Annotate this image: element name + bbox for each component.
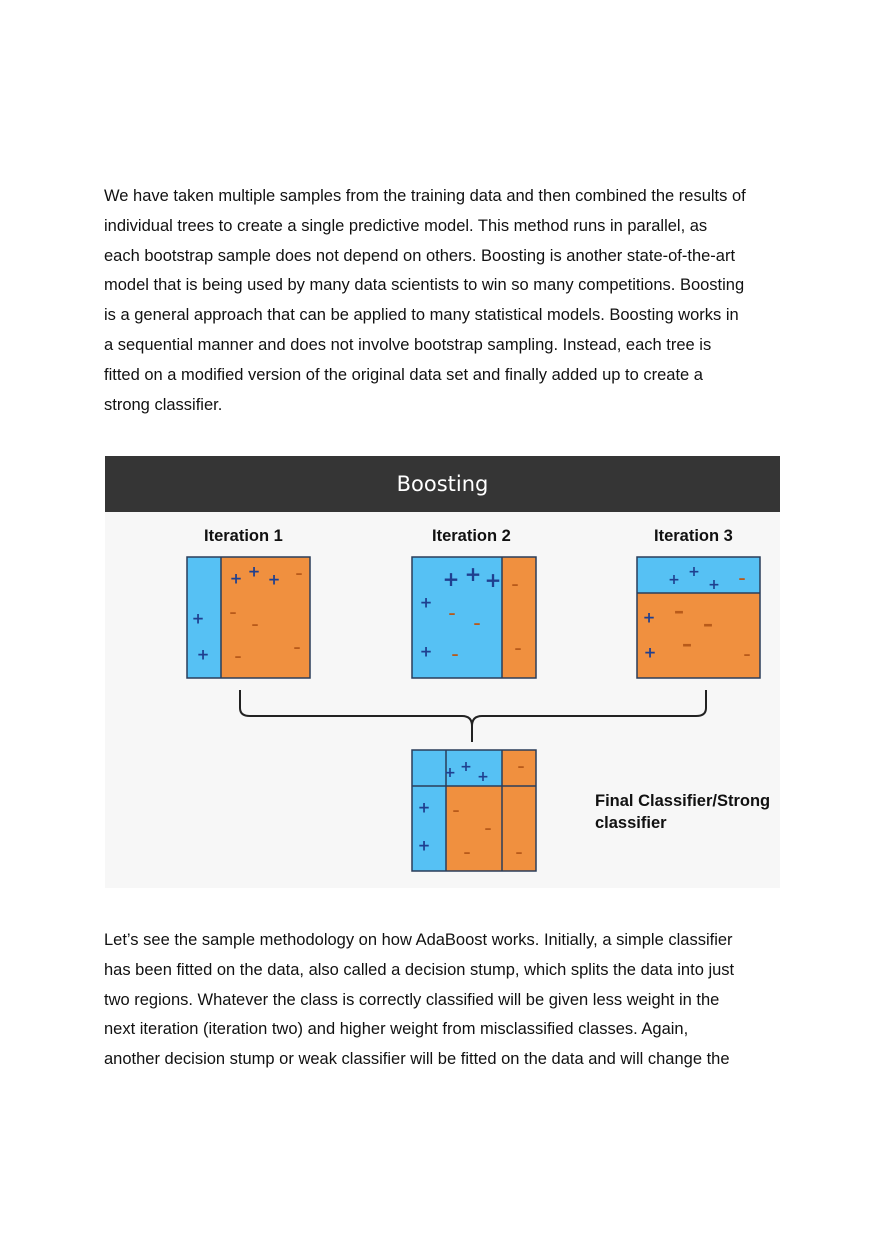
plus-mark: + (643, 643, 657, 662)
text-line: fitted on a modified version of the original data set and finally added up to create a (104, 365, 703, 384)
final-label-line: Final Classifier/Strong (595, 792, 771, 810)
iteration-1-label: Iteration 1 (204, 527, 283, 545)
negative-region (637, 593, 760, 678)
minus-mark: – (251, 616, 259, 633)
final-label-line: classifier (595, 814, 667, 832)
minus-mark: – (674, 599, 684, 623)
text-line: each bootstrap sample does not depend on others. Boosting is another state-of-the-art (104, 246, 736, 265)
plus-mark: + (417, 798, 431, 817)
text-line: individual trees to create a single predictive model. This method runs in parallel, as (104, 216, 708, 235)
minus-mark: – (743, 646, 751, 663)
plus-mark: + (229, 569, 243, 588)
text-line: a sequential manner and does not involve bootstrap sampling. Instead, each tree is (104, 335, 712, 354)
minus-mark: – (448, 605, 456, 622)
plus-mark: + (191, 609, 205, 628)
figure-title: Boosting (396, 472, 489, 496)
minus-mark: – (484, 820, 492, 837)
minus-mark: – (514, 640, 522, 657)
text-line: two regions. Whatever the class is correctly classified will be given less weight in the (104, 990, 720, 1009)
text-line: model that is being used by many data scientists to win so many competitions. Boosting (104, 276, 745, 295)
minus-mark: – (682, 632, 692, 656)
minus-mark: – (515, 844, 523, 861)
minus-mark: – (229, 604, 237, 621)
iteration-2-label: Iteration 2 (432, 527, 511, 545)
iteration-3-label: Iteration 3 (654, 527, 733, 545)
minus-mark: – (517, 758, 525, 775)
plus-mark: + (688, 563, 700, 580)
minus-mark: – (234, 648, 242, 665)
plus-mark: + (668, 571, 680, 588)
final-classifier-label (595, 790, 795, 834)
combine-brace (240, 690, 706, 742)
minus-mark: – (463, 844, 471, 861)
plus-mark: + (419, 642, 433, 661)
plus-mark: + (708, 576, 720, 593)
plus-mark: + (419, 593, 433, 612)
plus-mark: + (484, 568, 502, 592)
minus-mark: – (473, 615, 481, 632)
plus-mark: + (267, 570, 281, 589)
negative-region (502, 557, 536, 678)
minus-mark: – (295, 565, 303, 582)
text-line: strong classifier. (104, 395, 223, 414)
paragraph-adaboost (104, 926, 784, 1075)
plus-mark: + (477, 768, 489, 785)
text-line: another decision stump or weak classifier will be fitted on the data and will change the (104, 1050, 730, 1069)
plus-mark: + (444, 764, 456, 781)
text-line: next iteration (iteration two) and higher weight from misclassified classes. Again, (104, 1020, 689, 1039)
minus-mark: – (703, 612, 713, 636)
plus-mark: + (460, 758, 472, 775)
text-line: Let’s see the sample methodology on how AdaBoost works. Initially, a simple classifier (104, 931, 733, 949)
text-line: is a general approach that can be applied to many statistical models. Boosting works in (104, 306, 739, 325)
plus-mark: + (417, 836, 431, 855)
plus-mark: + (196, 645, 210, 664)
text-line: We have taken multiple samples from the training data and then combined the results of (104, 187, 746, 205)
minus-mark: – (511, 576, 519, 593)
minus-mark: – (451, 646, 459, 663)
plus-mark: + (247, 562, 261, 581)
plus-mark: + (442, 567, 460, 591)
plus-mark: + (642, 608, 656, 627)
minus-mark: – (738, 570, 746, 587)
minus-mark: – (452, 802, 460, 819)
plus-mark: + (464, 562, 482, 586)
text-line: has been fitted on the data, also called a decision stump, which splits the data into just (104, 960, 735, 979)
minus-mark: – (293, 639, 301, 656)
